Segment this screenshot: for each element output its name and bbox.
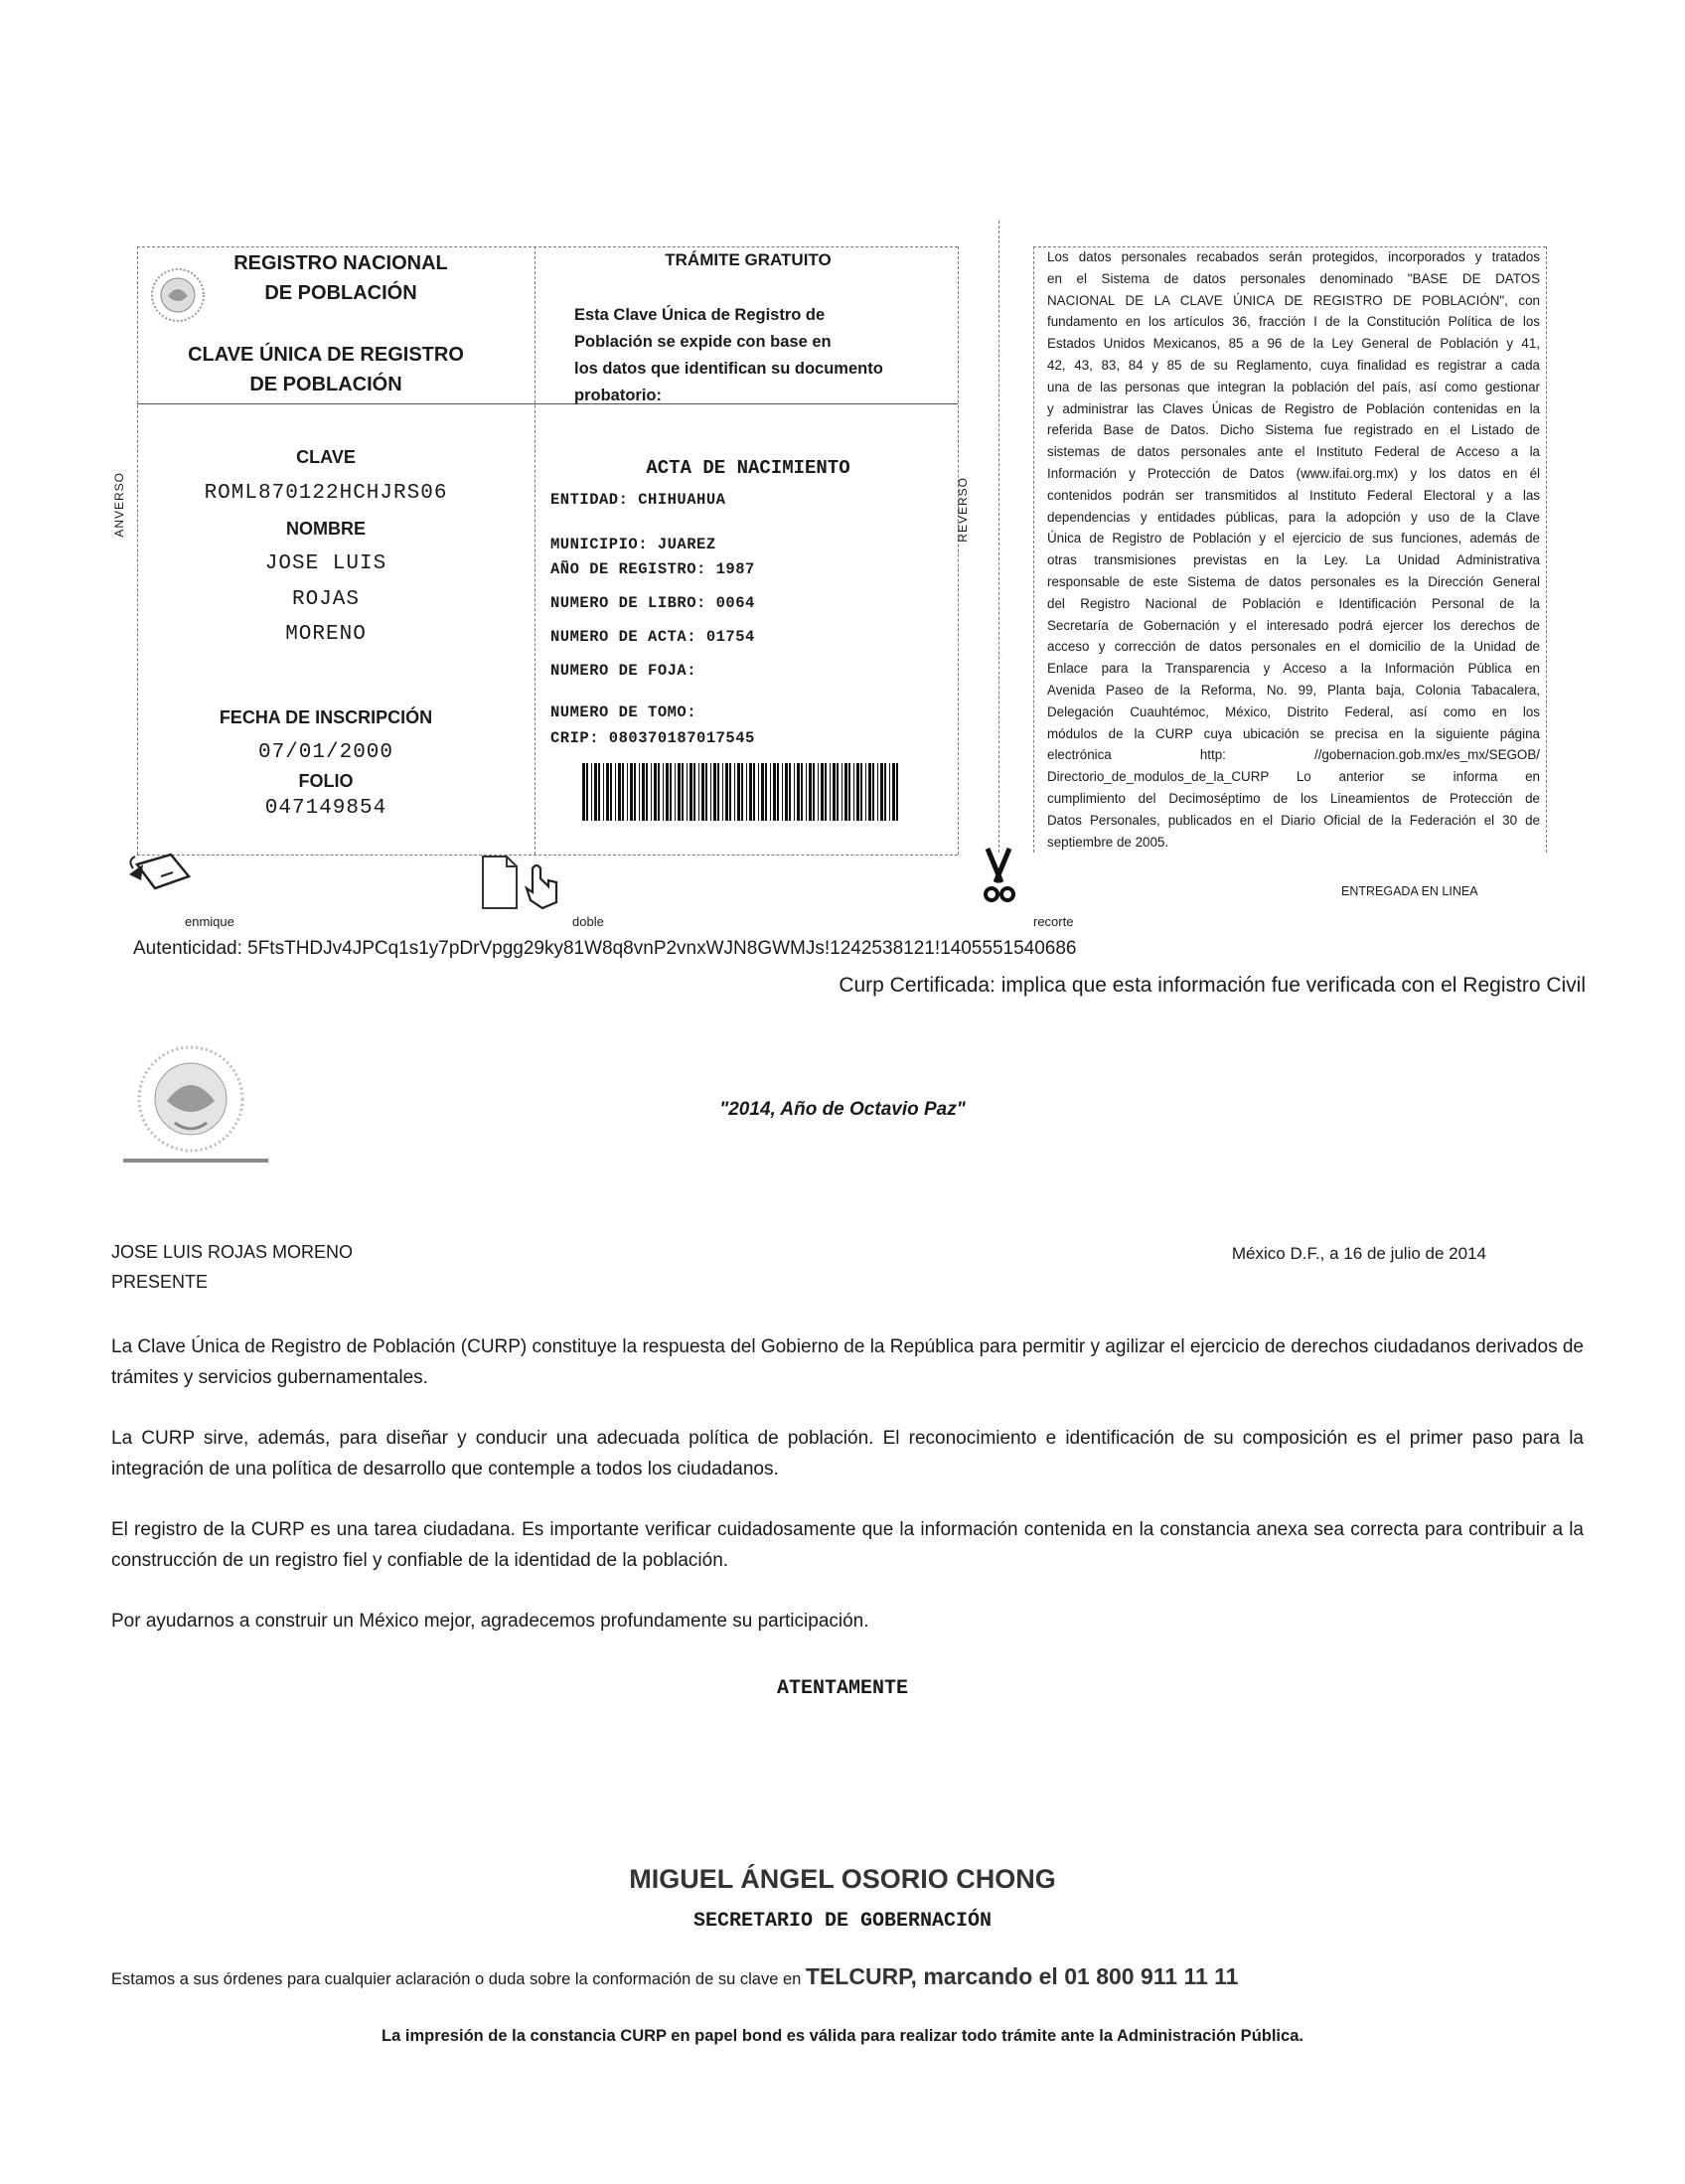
barcode-bar — [860, 763, 862, 821]
fecha-value: 07/01/2000 — [257, 741, 394, 764]
barcode-bar — [603, 763, 604, 821]
privacy-line: módulos de la CURP cuya ubicación se precisa en la siguiente página — [1047, 725, 1540, 741]
barcode-bar — [630, 763, 633, 821]
barcode-bar — [663, 763, 664, 821]
barcode-bar — [865, 763, 866, 821]
nombre-first: JOSE LUIS — [264, 552, 387, 575]
curp-certificada: Curp Certificada: implica que esta información fue verificada con el Registro Civil — [839, 974, 1586, 997]
privacy-line: Enlace para la Transparencia y Acceso a la Información Pública en — [1047, 661, 1540, 677]
nombre-label: NOMBRE — [286, 519, 366, 539]
privacy-line: Directorio_de_modulos_de_la_CURP Lo anterior se informa en — [1047, 769, 1540, 785]
card-left-border — [137, 246, 138, 855]
barcode-bar — [794, 763, 795, 821]
barcode-bar — [646, 763, 648, 821]
barcode-bar — [825, 763, 827, 821]
barcode-bar — [789, 763, 791, 821]
barcode-bar — [725, 763, 728, 821]
barcode-bar — [642, 763, 645, 821]
fold-icon — [477, 853, 572, 912]
privacy-line: Secretaría de Gobernación y el interesado podrá ejercer los derechos de — [1047, 617, 1540, 633]
barcode-bar — [830, 763, 831, 821]
barcode-bar — [666, 763, 669, 821]
entregada-label: ENTREGADA EN LINEA — [1341, 884, 1478, 898]
recorte-label: recorte — [1033, 914, 1074, 929]
expide-text — [574, 302, 952, 409]
barcode-bar — [701, 763, 704, 821]
tramite-gratuito: TRÁMITE GRATUITO — [665, 250, 832, 269]
privacy-line: referida Base de Datos. Dicho Sistema fue registrado en el Listado de — [1047, 422, 1540, 438]
barcode-bar — [722, 763, 723, 821]
nombre-maternal: MORENO — [285, 623, 367, 646]
barcode-bar — [813, 763, 815, 821]
barcode-bar — [818, 763, 819, 821]
paragraph-3: El registro de la CURP es una tarea ciudadana. Es importante verificar cuidadosamente que la información contenida en la constancia anexa sea correcta para contribuir a la construcción de un registro fiel y confiable de la identidad de la población. — [111, 1519, 1584, 1571]
barcode-bar — [833, 763, 836, 821]
curp-title-line2: DE POBLACIÓN — [249, 374, 402, 395]
barcode-bar — [770, 763, 771, 821]
back-right-border — [1546, 246, 1547, 853]
closing: ATENTAMENTE — [776, 1677, 909, 1700]
privacy-line: del Registro Nacional de Población e Identificación Personal de la — [1047, 595, 1540, 611]
barcode-bar — [801, 763, 803, 821]
barcode-bar — [598, 763, 600, 821]
barcode-bar — [678, 763, 681, 821]
acta-libro: NUMERO DE LIBRO: 0064 — [550, 594, 755, 612]
barcode-bar — [848, 763, 850, 821]
barcode-bar — [713, 763, 716, 821]
privacy-line: septiembre de 2005. — [1047, 834, 1169, 850]
telcurp-phone: TELCURP, marcando el 01 800 911 11 11 — [805, 1963, 1239, 1989]
acta-tomo: NUMERO DE TOMO: — [550, 703, 697, 721]
privacy-line: Estados Unidos Mexicanos, 85 a 96 de la Ley General de Población y 41, — [1047, 336, 1540, 352]
privacy-line: dependencias y entidades públicas, para la adopción y uso de la Clave — [1047, 509, 1540, 525]
doble-label: doble — [572, 914, 604, 929]
barcode-bar — [758, 763, 759, 821]
registry-line1: REGISTRO NACIONAL — [233, 252, 448, 274]
fecha-label: FECHA DE INSCRIPCIÓN — [219, 707, 433, 727]
barcode-bar — [877, 763, 878, 821]
barcode-bar — [615, 763, 616, 821]
place-date: México D.F., a 16 de julio de 2014 — [1231, 1244, 1486, 1263]
privacy-line: 42, 43, 83, 84 y 85 de su Reglamento, cuya finalidad es registrar a cada — [1047, 357, 1540, 373]
barcode-bar — [809, 763, 812, 821]
signer-title: SECRETARIO DE GOBERNACIÓN — [692, 1910, 993, 1933]
privacy-line: Información y Protección de Datos (www.ifai.org.mx) y los datos en él — [1047, 465, 1540, 481]
barcode-bar — [634, 763, 636, 821]
barcode-bar — [765, 763, 767, 821]
laminate-icon — [123, 847, 195, 904]
barcode-bar — [868, 763, 871, 821]
barcode-bar — [741, 763, 743, 821]
acta-entidad: ENTIDAD: CHIHUAHUA — [550, 491, 726, 509]
barcode-bar — [689, 763, 692, 821]
cut-line — [998, 221, 999, 853]
barcode-bar — [705, 763, 707, 821]
barcode-bar — [610, 763, 612, 821]
barcode-bar — [773, 763, 776, 821]
contact-line — [111, 1963, 1602, 1990]
recipient-name: JOSE LUIS ROJAS MORENO — [111, 1242, 354, 1262]
barcode-bar — [639, 763, 640, 821]
barcode-bar — [782, 763, 783, 821]
barcode-bar — [785, 763, 788, 821]
barcode-bar — [710, 763, 711, 821]
privacy-line: fundamento en los artículos 36, fracción I de la Constitución Política de los — [1047, 314, 1540, 330]
barcode-bar — [856, 763, 859, 821]
barcode-bar — [698, 763, 699, 821]
barcode-bar — [749, 763, 752, 821]
privacy-line: una de las personas que integran la población del país, así como gestionar — [1047, 379, 1540, 394]
privacy-notice — [1047, 246, 1540, 853]
barcode-bar — [618, 763, 621, 821]
privacy-line: acceso y corrección de datos personales en el domicilio de la Unidad de — [1047, 639, 1540, 655]
acta-municipio: MUNICIPIO: JUAREZ — [550, 536, 716, 553]
expide-line: Población se expide con base en — [574, 333, 832, 351]
nombre-paternal: ROJAS — [291, 588, 360, 611]
folio-label: FOLIO — [298, 771, 354, 791]
curp-card-back — [1033, 246, 1550, 862]
acta-ano: AÑO DE REGISTRO: 1987 — [550, 560, 755, 578]
clave-value: ROML870122HCHJRS06 — [204, 482, 448, 505]
autenticidad: Autenticidad: 5FtsTHDJv4JPCq1s1y7pDrVpgg29ky81W8q8vnP2vnxWJN8GWMJs!1242538121!1405551540686 — [133, 938, 1077, 959]
privacy-line: Avenida Paseo de la Reforma, No. 99, Planta baja, Colonia Tabacalera, — [1047, 682, 1540, 698]
paragraph-1: La Clave Única de Registro de Población (CURP) constituye la respuesta del Gobierno de la República para permitir y agilizar el ejercicio de derechos ciudadanos derivados de trámites y servicios gubernamentales. — [111, 1336, 1584, 1388]
anverso-label: ANVERSO — [112, 472, 126, 538]
barcode-bar — [853, 763, 854, 821]
barcode-bar — [821, 763, 824, 821]
barcode-bar — [884, 763, 886, 821]
footer-note: La impresión de la constancia CURP en papel bond es válida para realizar todo trámite ante la Administración Pública. — [382, 2027, 1303, 2045]
expide-line: los datos que identifican su documento — [574, 360, 883, 378]
barcode-bar — [737, 763, 740, 821]
privacy-line: Datos Personales, publicados en el Diario Oficial de la Federación el 30 de — [1047, 812, 1540, 828]
barcode-bar — [872, 763, 874, 821]
acta-crip: CRIP: 080370187017545 — [550, 729, 755, 747]
signer-name: MIGUEL ÁNGEL OSORIO CHONG — [629, 1864, 1056, 1894]
scissors-icon — [976, 847, 1023, 908]
privacy-line: y administrar las Claves Únicas de Registro de Población contenidas en la — [1047, 400, 1540, 416]
barcode-bar — [594, 763, 597, 821]
presente: PRESENTE — [111, 1272, 209, 1292]
privacy-line: Delegación Cuauhtémoc, México, Distrito Federal, así como en los — [1047, 703, 1540, 719]
clave-label: CLAVE — [296, 447, 356, 467]
barcode-bar — [806, 763, 807, 821]
privacy-line: Única de Registro de Población y el ejercicio de sus funciones, además de — [1047, 531, 1540, 546]
barcode-bar — [651, 763, 652, 821]
barcode-bar — [837, 763, 839, 821]
barcode-bar — [627, 763, 628, 821]
barcode-bar — [729, 763, 731, 821]
card-top-border — [137, 246, 958, 247]
reverso-label: REVERSO — [956, 477, 970, 543]
acta-foja: NUMERO DE FOJA: — [550, 662, 697, 680]
barcode-bar — [682, 763, 684, 821]
year-motto: "2014, Año de Octavio Paz" — [719, 1099, 966, 1120]
barcode-bar — [606, 763, 609, 821]
card-fold-line — [535, 246, 536, 855]
privacy-line: responsable de este Sistema de datos personales es la Dirección General — [1047, 573, 1540, 589]
barcode-bar — [622, 763, 624, 821]
barcode-bar — [844, 763, 847, 821]
barcode-bar — [654, 763, 657, 821]
back-left-border — [1033, 246, 1034, 853]
privacy-line: en el Sistema de datos personales denominado "BASE DE DATOS — [1047, 270, 1540, 286]
privacy-line: electrónica http: //gobernacion.gob.mx/es_mx/SEGOB/ — [1047, 747, 1540, 763]
barcode-bar — [717, 763, 719, 821]
privacy-line: cumplimiento del Decimoséptimo de los Lineamientos de Protección de — [1047, 790, 1540, 806]
barcode-bar — [777, 763, 779, 821]
barcode-bar — [591, 763, 592, 821]
barcode-bar — [761, 763, 764, 821]
privacy-line: contenidos podrán ser transmitidos al Instituto Federal Electoral y a las — [1047, 487, 1540, 503]
expide-line: Esta Clave Única de Registro de — [574, 306, 826, 324]
barcode-bar — [687, 763, 688, 821]
barcode-bar — [892, 763, 895, 821]
privacy-line: sistemas de datos personales ante el Instituto Federal de Acceso a la — [1047, 444, 1540, 460]
folio-value: 047149854 — [264, 797, 387, 820]
enmique-label: enmique — [185, 914, 234, 929]
barcode-bar — [753, 763, 755, 821]
acta-acta: NUMERO DE ACTA: 01754 — [550, 628, 755, 646]
card-right-border — [958, 246, 959, 855]
barcode — [582, 763, 900, 821]
registry-line2: DE POBLACIÓN — [264, 282, 417, 304]
barcode-bar — [896, 763, 898, 821]
barcode-bar — [582, 763, 585, 821]
curp-title-line1: CLAVE ÚNICA DE REGISTRO — [188, 344, 464, 366]
privacy-line: Los datos personales recabados serán protegidos, incorporados y tratados — [1047, 249, 1540, 264]
expide-line: probatorio: — [574, 387, 662, 404]
privacy-line: NACIONAL DE LA CLAVE ÚNICA DE REGISTRO DE POBLACIÓN", con — [1047, 292, 1540, 308]
privacy-line: otras transmisiones previstas en la Ley. La Unidad Administrativa — [1047, 552, 1540, 568]
paragraph-2: La CURP sirve, además, para diseñar y conducir una adecuada política de población. El reconocimiento e identificación de su composición es el primer paso para la integración de una política de desarrollo que contemple a todos los ciudadanos. — [111, 1428, 1584, 1480]
barcode-bar — [746, 763, 747, 821]
paragraph-4: Por ayudarnos a construir un México mejor, agradecemos profundamente su participación. — [111, 1611, 869, 1632]
barcode-bar — [734, 763, 735, 821]
barcode-bar — [880, 763, 883, 821]
contact-prefix: Estamos a sus órdenes para cualquier aclaración o duda sobre la conformación de su clave en — [111, 1970, 806, 1988]
barcode-bar — [889, 763, 890, 821]
acta-title: ACTA DE NACIMIENTO — [646, 457, 850, 479]
mexico-seal-icon — [149, 266, 207, 324]
barcode-bar — [675, 763, 676, 821]
curp-card-front — [137, 246, 962, 858]
barcode-bar — [586, 763, 588, 821]
barcode-bar — [693, 763, 695, 821]
barcode-bar — [797, 763, 800, 821]
barcode-bar — [670, 763, 672, 821]
barcode-bar — [658, 763, 660, 821]
